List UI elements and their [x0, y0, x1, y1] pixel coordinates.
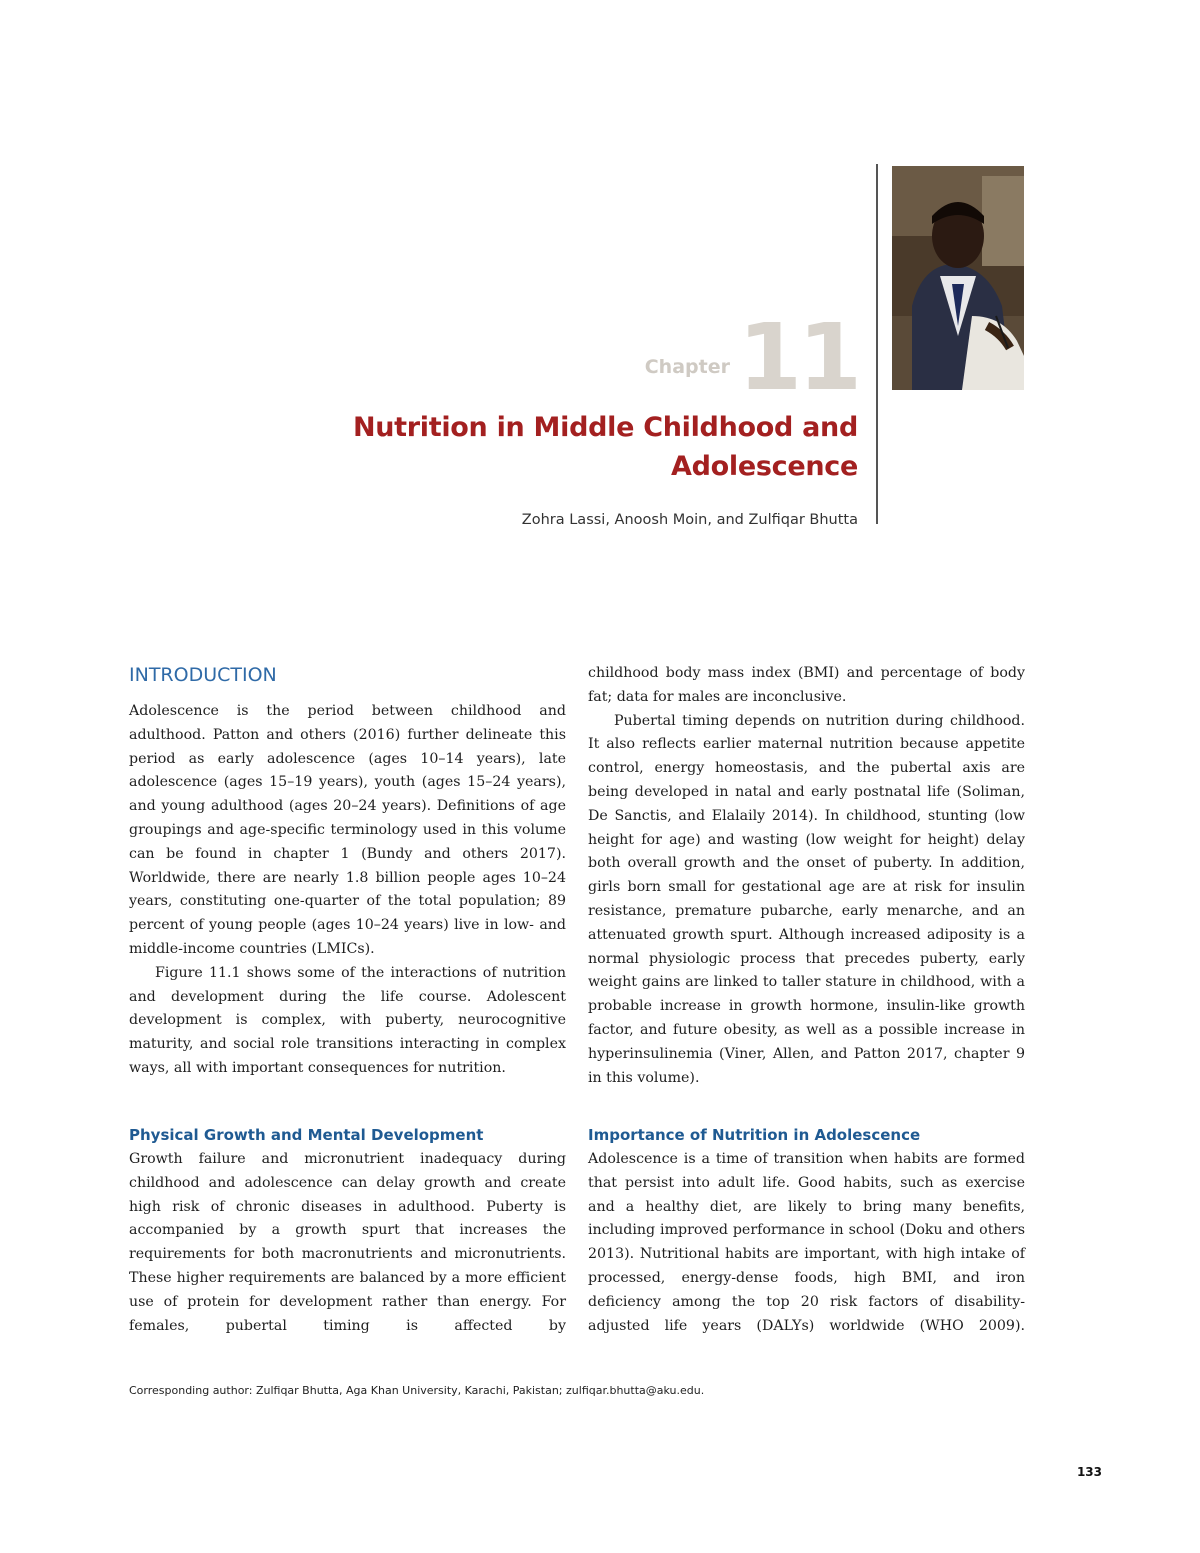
- corresponding-author-footnote: Corresponding author: Zulfiqar Bhutta, Aga Khan University, Karachi, Pakistan; zulfiqar.bhutta@aku.edu.: [129, 1384, 705, 1397]
- importance-paragraph: Adolescence is a time of transition when habits are formed that persist into adult life. Good habits, such as exercise and a healthy diet, are likely to bring many benefits, including improved performance in school (Doku and others 2013). Nutritional habits are important, with high intake of processed, energy-dense foods, high BMI, and iron deficiency among the top 20 risk factors of disability-adjusted life years (DALYs) worldwide (WHO 2009).: [588, 1151, 1025, 1334]
- chapter-heading: [644, 304, 858, 411]
- importance-heading: Importance of Nutrition in Adolescence: [588, 1126, 921, 1144]
- physical-growth-heading: Physical Growth and Mental Development: [129, 1126, 484, 1144]
- physical-growth-paragraph: Growth failure and micronutrient inadequacy during childhood and adolescence can delay growth and create high risk of chronic diseases in adulthood. Puberty is accompanied by a growth spurt that increases the requirements for both macronutrients and micronutrients. These higher requirements are balanced by a more efficient use of protein for development rather than energy. For females, pubertal timing is affected by: [129, 1151, 566, 1334]
- vertical-divider: [876, 164, 878, 524]
- body-paragraph: childhood body mass index (BMI) and percentage of body fat; data for males are inconclusive.: [588, 665, 1025, 705]
- physical-growth-section: [129, 1122, 566, 1338]
- page-number: 133: [1076, 1465, 1102, 1479]
- introduction-section: [129, 662, 566, 1081]
- chapter-title: Nutrition in Middle Childhood and Adolescence: [352, 412, 858, 482]
- student-writing-photo: [892, 166, 1024, 390]
- introduction-heading: INTRODUCTION: [129, 664, 277, 686]
- importance-section: [588, 1122, 1025, 1338]
- continuation-section: [588, 662, 1025, 1090]
- introduction-paragraph: Figure 11.1 shows some of the interactions of nutrition and development during the life course. Adolescent development is complex, with puberty, neurocognitive maturity, and social role transitions interacting in complex ways, all with important consequences for nutrition.: [129, 964, 566, 1076]
- chapter-number: 11: [737, 304, 858, 411]
- chapter-authors: Zohra Lassi, Anoosh Moin, and Zulfiqar Bhutta: [521, 512, 858, 528]
- body-paragraph: Pubertal timing depends on nutrition during childhood. It also reflects earlier maternal nutrition because appetite control, energy homeostasis, and the pubertal axis are being developed in natal and early postnatal life (Soliman, De Sanctis, and Elalaily 2014). In childhood, stunting (low height for age) and wasting (low weight for height) delay both overall growth and the onset of puberty. In addition, girls born small for gestational age are at risk for insulin resistance, premature pubarche, early menarche, and an attenuated growth spurt. Although increased adiposity is a normal physiologic process that precedes puberty, early weight gains are linked to taller stature in childhood, with a probable increase in growth hormone, insulin-like growth factor, and future obesity, as well as a possible increase in hyperinsulinemia (Viner, Allen, and Patton 2017, chapter 9 in this volume).: [588, 712, 1025, 1086]
- chapter-label: Chapter: [644, 356, 730, 378]
- introduction-paragraph: Adolescence is the period between childhood and adulthood. Patton and others (2016) further delineate this period as early adolescence (ages 10–14 years), late adolescence (ages 15–19 years), youth (ages 15–24 years), and young adulthood (ages 20–24 years). Definitions of age groupings and age-specific terminology used in this volume can be found in chapter 1 (Bundy and others 2017). Worldwide, there are nearly 1.8 billion people ages 10–24 years, constituting one-quarter of the total population; 89 percent of young people (ages 10–24 years) live in low- and middle-income countries (LMICs).: [129, 703, 566, 957]
